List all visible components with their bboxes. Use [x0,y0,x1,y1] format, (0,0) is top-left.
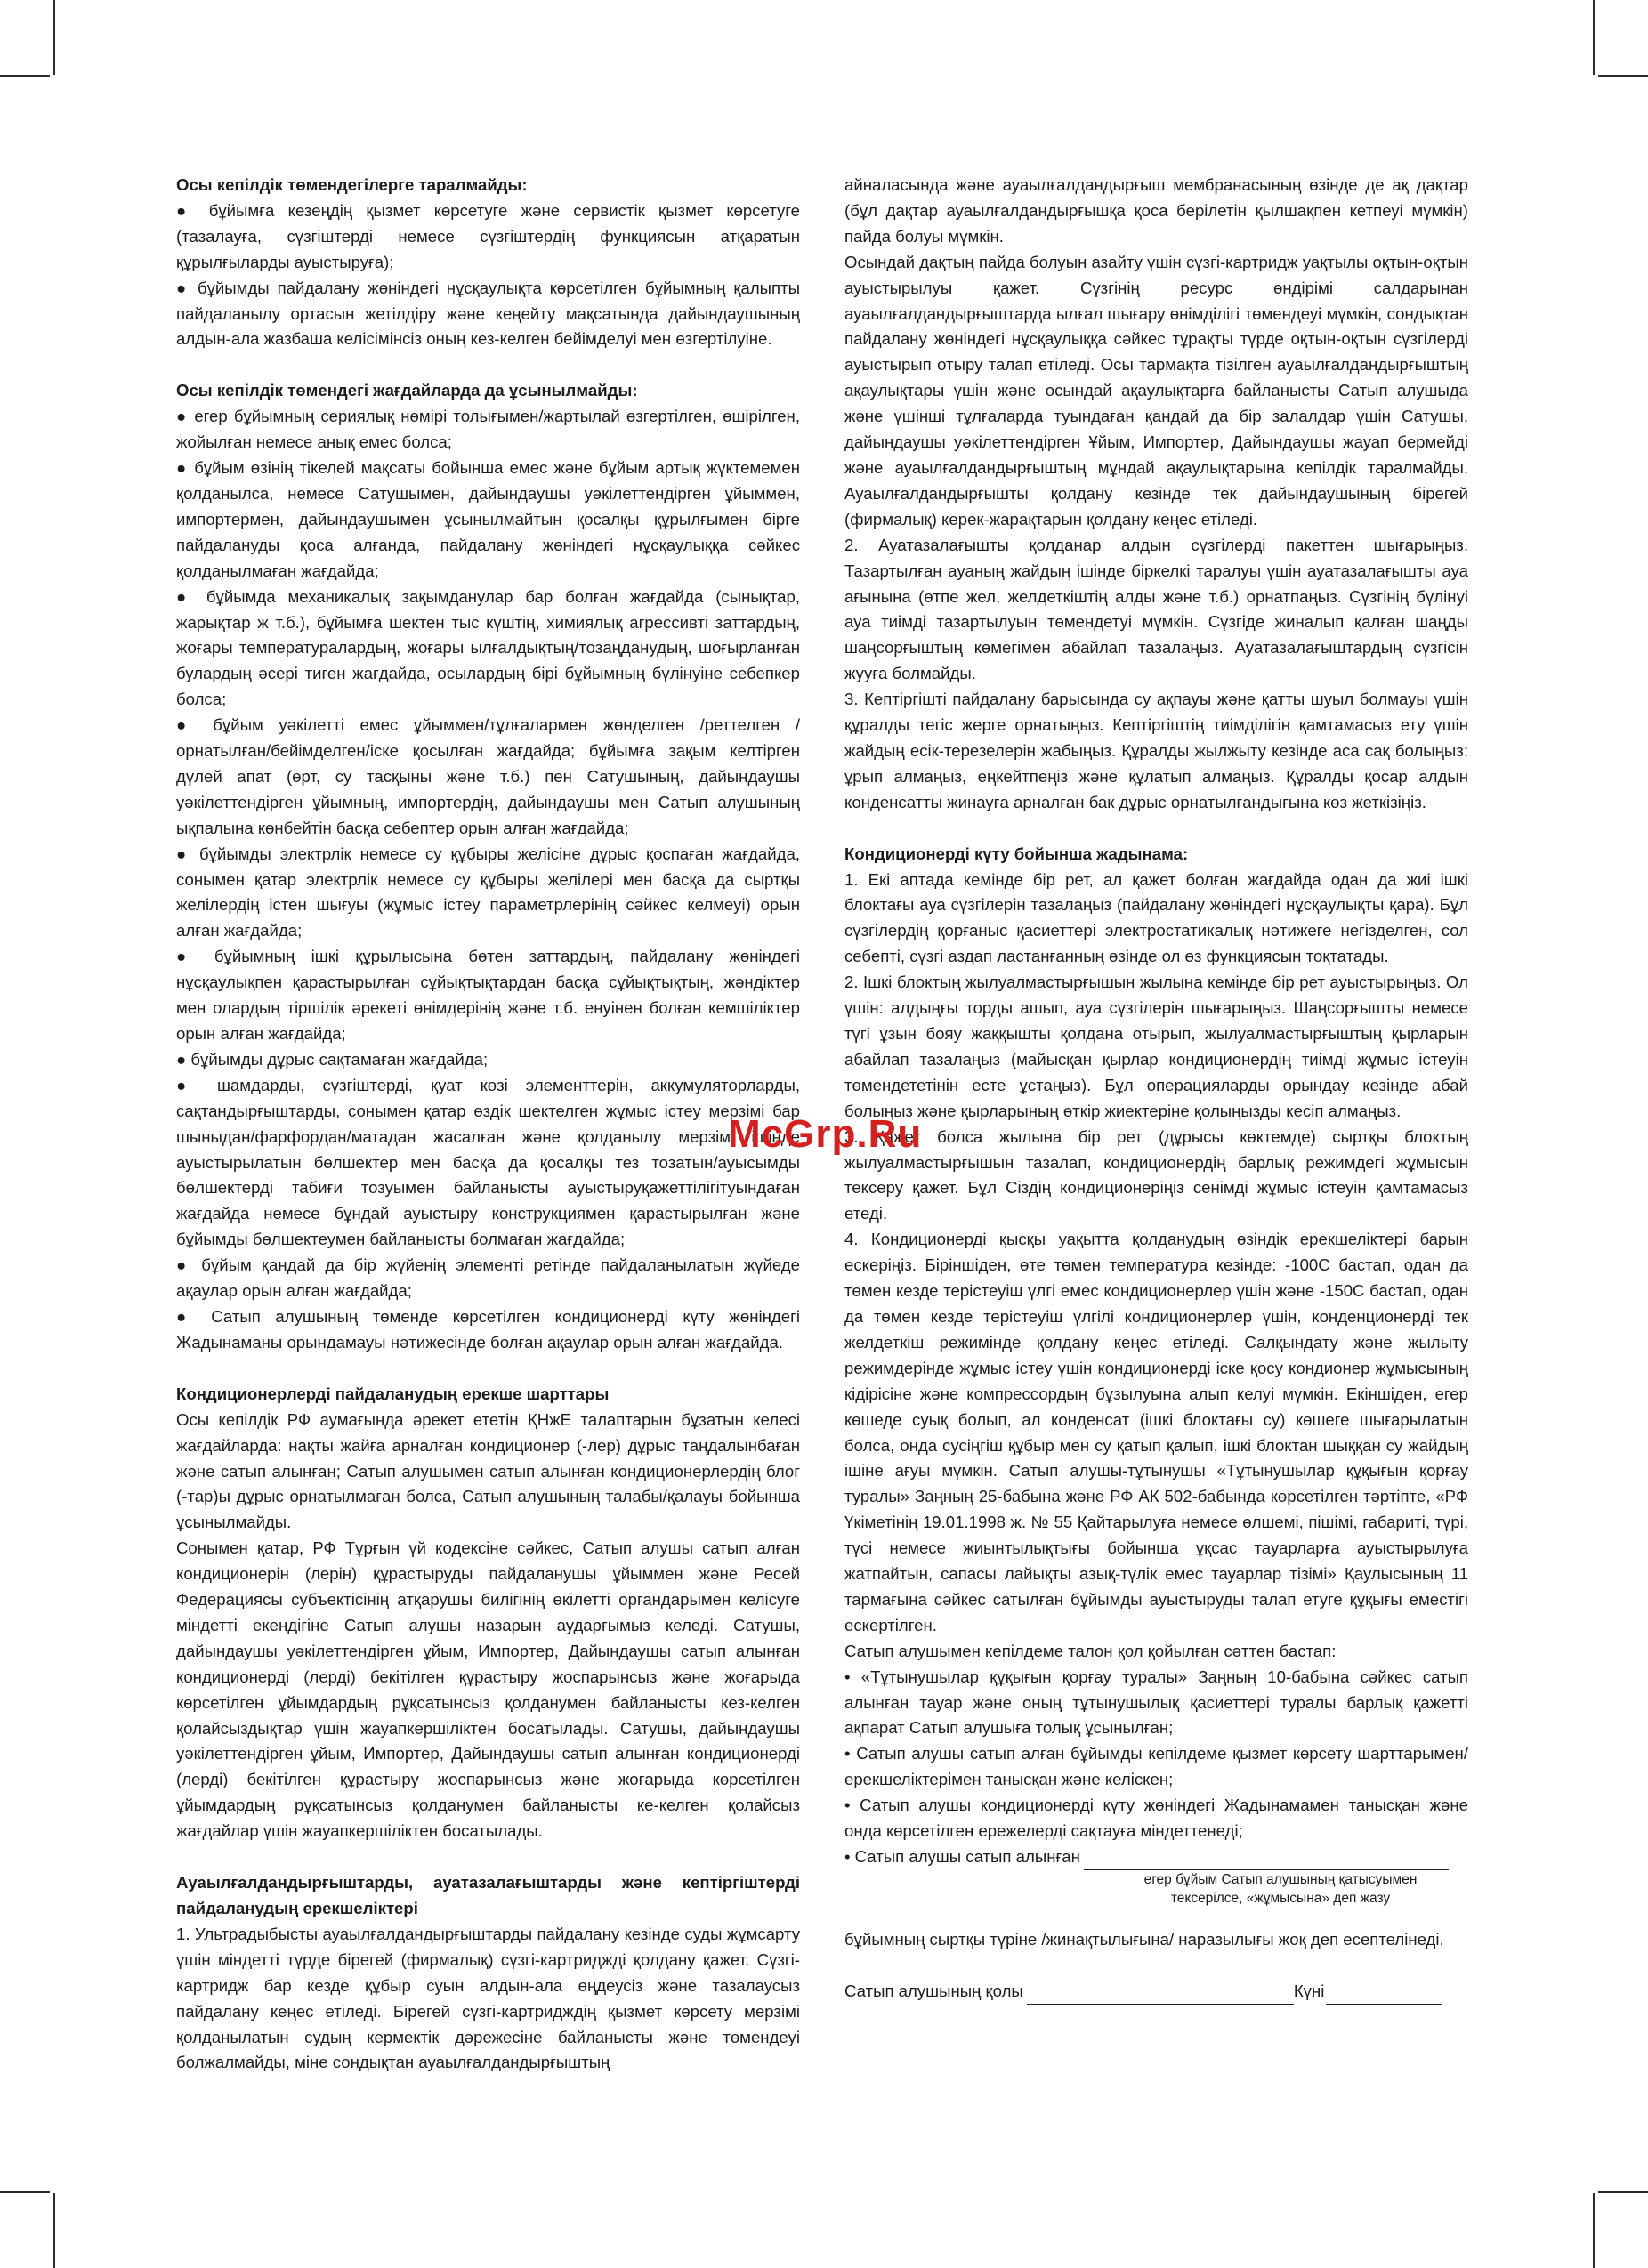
signature-blank-line[interactable] [1027,1986,1294,2005]
purchased-hint-line-2: тексерілсе, «жұмысына» деп жазу [1170,1890,1391,1906]
paragraph: Сатып алушымен кепілдеме талон қол қойылған сәттен бастап: [844,1641,1337,1660]
right-column [844,173,1468,2005]
paragraph: 1. Екі аптада кемінде бір рет, ал қажет болған жағдайда одан да жиі ішкі блоктағы ауа сүзгілерін тазалаңыз (пайдалану жөніндегі нұсқаулықты қара). Бұл сүзгілердің қорғаныс қасиеттері электростатикалық нәтижеге негізделген, сол себепті, сүзгі аздап ластанғанның өзінде ол өз функциясын тоқтатады. [844,869,1468,966]
crop-mark-tr-h [1598,75,1648,77]
crop-mark-br-v [1593,2193,1595,2268]
crop-mark-bl-v [53,2193,55,2268]
signature-label: Сатып алушының қолы [844,1981,1023,2000]
signature-row [844,1979,1468,2005]
paragraph: 2. Ішкі блоктың жылуалмастырғышын жылына кемінде бір рет ауыстырыңыз. Ол үшін: алдыңғы торды ашып, ауа сүзгілерін шығарыңыз. Шаңсорғышты немесе түгі ұзын бояу жаққышты қолдана отырып, жылуалмастырғыштың қырларын абайлап тазалаңыз (майысқан қырлар кондиционердің тиімді жұмыс істеуін төмендететінін есте ұстаңыз). Бұл операцияларды орындау кезінде абай болыңыз және қырларының өткір жиектеріне қолыңызды кесіп алмаңыз. [844,973,1468,1120]
date-blank-line[interactable] [1326,1986,1442,2005]
purchased-hint-line-1: егер бұйым Сатып алушының қатысуымен [1143,1871,1418,1887]
purchased-hint [1103,1870,1458,1908]
purchased-field-row [844,1844,1468,1870]
paragraph: Осы кепілдік РФ аумағында әрекет ететін ҚНжЕ талаптарын бұзатын келесі жағдайларда: нақты жайға арналған кондиционер (-лер) дұрыс таңдалынбаған және сатып алынған; Сатып алушымен сатып алынған кондиционерлердің блог (-тар)ы дұрыс орнатылмаған болса, Сатып алушының талабы/қалауы бойынша ұсынылмайды. [176,1409,800,1532]
list-item: ● Сатып алушының төменде көрсетілген кондиционерді күту жөніндегі Жадынаманы орындамауы нәтижесінде болған ақаулар орын алған жағдайда. [176,1306,800,1352]
list-item: ● егер бұйымның сериялық нөмірі толығымен/жартылай өзгертілген, өшірілген, жойылған немесе анық емес болса; [176,407,800,452]
paragraph: Сонымен қатар, РФ Тұрғын үй кодексіне сәйкес, Сатып алушы сатып алған кондиционерін (лерін) құрастыруды пайдаланушы ұйыммен және Ресей Федерациясы субъектісінің атқарушы билігінің өкілетті органдарымен келісуге міндетті екендігіне Сатып алушы назарын аударғымыз келеді. Сатушы, дайындаушы уәкілеттендірген ұйым, Импортер, Дайындаушы сатып алынған кондиционерді (лерді) бекітілген құрастыру жоспарынсыз және жоғарыда көрсетілген ұйымдардың рұқсатынсыз қолданумен байланысты кез-келген қолайсыздықтар үшін жауапкершіліктен босатылады. Сатушы, дайындаушы уәкілеттендірген ұйым, Импортер, Дайындаушы сатып алынған кондиционерді (лерді) бекітілген құрастыру жоспарынсыз және жоғарыда көрсетілген ұйымдардың рұқсатынсыз қолданумен байланысты ке-келген қолайсыз жағдайлар үшін жауапкершіліктен босатылады. [176,1538,800,1841]
crop-mark-tr-v [1593,0,1595,75]
list-item: ● бұйымды пайдалану жөніндегі нұсқаулықта көрсетілген бұйымның қалыпты пайдаланылу ортасын жетілдіру және кеңейту мақсатында дайындаушының алдын-ала жазбаша келісімінсіз оның кез-келген бейімделуі мен өзгертілуіне. [176,278,800,349]
paragraph: 1. Ультрадыбысты ауаылғалдандырғыштарды пайдалану кезінде суды жұмсарту үшін міндетті түрде бірегей (фирмалық) сүзгі-картриджді қолдану қажет. Сүзгі-картридж бар кезде құбыр суын алдын-ала өңдеусіз және тазалаусыз пайдалану кеңес етіледі. Бірегей сүзгі-картридждің қызмет көрсету мерзімі қолданылатын судың кермектік дәрежесіне байланысты және төмендеуі болжалмайды, міне сондықтан ауаылғалдандырғыштың [176,1924,800,2072]
date-label: Күні [1293,1981,1325,2000]
watermark: McGrp.Ru [728,1112,923,1156]
purchased-blank-line[interactable] [1084,1852,1449,1870]
list-item: ● бұйымға кезеңдің қызмет көрсетуге және сервистік қызмет көрсетуге (тазалауға, сүзгіштерді немесе сүзгіштердің функциясын атқаратын құрылғыларды ауыстыруға); [176,200,800,271]
list-item: • Сатып алушы кондиционерді күту жөніндегі Жадынамамен танысқан және онда көрсетілген ережелерді сақтауға міндеттенеді; [844,1796,1468,1841]
crop-mark-tl-h [0,75,50,77]
list-item: ● бұйымда механикалық зақымданулар бар болған жағдайда (сынықтар, жарықтар ж т.б.), бұйымға шектен тыс күштің, химиялық агрессивті заттардың, жоғары температуралардың, жоғары ылғалдықтың/тозаңданудың, шоғырланған булардың әсері тиген жағдайда, осылардың бірі бұйымның бүлінуіне себепкер болса; [176,586,800,709]
crop-mark-br-h [1598,2191,1648,2193]
list-item: • «Тұтынушылар құқығын қорғау туралы» Заңның 10-бабына сәйкес сатып алынған тауар және оның тұтынушылық қасиеттері туралы барлық қажетті ақпарат Сатып алушыға толық ұсынылған; [844,1667,1468,1738]
paragraph: Осындай дақтың пайда болуын азайту үшін сүзгі-картридж уақтылы оқтын-оқтын ауыстырылуы қажет. Сүзгінің ресурс өндірімі салдарынан ауаылғалдандырғыштарда ылғал шығару өнімділігі төмендеуі мүмкін, сондықтан пайдалану жөніндегі нұсқаулыққа сәйкес тұрақты түрде оқтын-оқтын сүзгілерді ауыстырып отыру талап етіледі. Осы тармақта тізілген ауаылғалдандырғыштың ақаулықтары үшін және осындай ақаулықтарға байланысты Сатып алушыда және үшінші тұлғаларда туындаған қандай да бір залалдар үшін Сатушы, дайындаушы уәкілеттендірген Ұйым, Импортер, Дайындаушы жауап бермейді және ауаылғалдандырғыштың мұндай ақаулықтарына кепілдік таралмайды. Ауаылғалдандырғышты қолдану кезінде тек дайындаушының бірегей (фирмалық) керек-жарақтарын қолдану кеңес етіледі. [844,252,1468,529]
crop-mark-tl-v [53,0,55,75]
list-item: ● бұйым өзінің тікелей мақсаты бойынша емес және бұйым артық жүктемемен қолданылса, немесе Сатушымен, дайындаушы уәкілеттендірген ұйыммен, импортермен, дайындаушымен ұсынылмайтын қосалқы құрылғымен бірге пайдалануды қоса алғанда, пайдалану жөніндегі нұсқаулыққа сәйкес қолданылмаған жағдайда; [176,458,800,580]
list-item: ● бұйымды дұрыс сақтамаған жағдайда; [176,1049,489,1069]
section-heading-special-conditions: Кондиционерлерді пайдаланудың ерекше шарттары [176,1384,610,1403]
section-heading-care-memo: Кондиционерді күту бойынша жадынама: [844,843,1189,863]
paragraph: 3. Қажет болса жылына бір рет (дұрысы көктемде) сыртқы блоктың жылуалмастырғышын тазалап, кондиционердің барлық режимдегі жұмысын тексеру қажет. Бұл Сіздің кондиционеріңіз сенімді жұмыс істеуін қамтамасыз етеді. [844,1126,1468,1223]
paragraph: айналасында және ауаылғалдандырғыш мембранасының өзінде де ақ дақтар (бұл дақтар ауаылғалдандырғышқа қоса берілетін қылшақпен кетпеуі мүмкін) пайда болуы мүмкін. [844,175,1468,246]
crop-mark-bl-h [0,2191,50,2193]
list-item: ● бұйымның ішкі құрылысына бөтен заттардың, пайдалану жөніндегі нұсқаулықпен қарастырылған сұйықтықтардан басқа сұйықтықтың, жәндіктер мен олардың тіршілік әрекеті өнімдерінің және т.б. енуінен болған кемшіліктер орын алған жағдайда; [176,947,800,1043]
paragraph: 4. Кондиционерді қысқы уақытта қолданудың өзіндік ерекшеліктері барын ескеріңіз. Біріншіден, өте төмен температура кезінде: -100С бастап, одан да төмен кезде терістеуіш үлгі емес кондиционерлер үшін және -150С бастап, одан да төмен кезде терістеуіш үлгілі кондиционерлер үшін, конденционерді тек желдеткіш режимінде қолдану кеңес етіледі. Салқындату және жылыту режимдерінде жұмыс істеу үшін кондиционерді іске қосу кондионер жұмысының кідірісіне және компрессордың бұзылуына алып келуі мүмкін. Екіншіден, егер көшеде суық болып, ал конденсат (ішкі блоктағы су) көшеге шығарылатын болса, онда сусіңгіш құбыр мен су қатып қалып, ішкі блоктан шыққан су жайдың ішіне ағуы мүмкін. Сатып алушы-тұтынушы «Тұтынушылар құқығын қорғау туралы» Заңның 25-бабына және РФ АК 502-бабында көрсетілген тәртіпте, «РФ Үкіметінің 19.01.1998 ж. № 55 Қайтарылуға немесе өлшемі, пішімі, габариті, түрі, түсі немесе жиынтылықтығы бойынша ұқсас тауарларға ауыстырылуға жатпайтын, сапасы лайықты азық-түлік емес тауарлар тізімі» Қаулысының 11 тармағына сәйкес сатылған бұйымды ауыстыруды талап етуге құқығы еместігі ескертілген. [844,1230,1468,1634]
left-column [176,173,800,2076]
paragraph: 3. Кептіргішті пайдалану барысында су ақпауы және қатты шуыл болмауы үшін құралды тегіс жерге орнатыңыз. Кептіргіштің тиімділігін қамтамасыз ету үшін жайдың есік-терезелерін жабыңыз. Құралды жылжыту кезінде аса сақ болыңыз: ұрып алмаңыз, еңкейтпеңіз және құлатып алмаңыз. Құралды қосар алдын конденсатты жинауға арналған бак дұрыс орнатылғандығына көз жеткізіңіз. [844,690,1468,811]
section-heading-not-covered: Осы кепілдік төмендегілерге таралмайды: [176,175,528,194]
closing-statement: бұйымның сыртқы түріне /жинақтылығына/ наразылығы жоқ деп есептелінеді. [844,1929,1444,1949]
paragraph: 2. Ауатазалағышты қолданар алдын сүзгілерді пакеттен шығарыңыз. Тазартылған ауаның жайдың ішінде біркелкі таралуы үшін ауатазалағышты ауа ағынына (өтпе жел, желдеткіштің алды және т.б.) орнатпаңыз. Сүзгінің бүлінуі ауа тиімді тазартылуын төмендетуі мүмкін. Сүзгіде жиналып қалған шаңды шаңсорғыштың көмегімен абайлап тазалаңыз. Ауатазалағыштардың сүзгісін жууға болмайды. [844,535,1468,683]
list-item: ● бұйымды электрлік немесе су құбыры желісіне дұрыс қоспаған жағдайда, сонымен қатар электрлік немесе су құбыры желілері мен басқа да сыртқы желілердің істен шығуы (жұмыс істеу параметрлерінің сәйкес келмеуі) орын алған жағдайда; [176,843,800,940]
section-heading-humidifiers: Ауаылғалдандырғыштарды, ауатазалағыштарды және кептіргіштерді пайдаланудың ерекшеліктері [176,1873,800,1917]
section-heading-not-provided: Осы кепілдік төмендегі жағдайларда да ұсынылмайды: [176,381,638,400]
purchased-label: • Сатып алушы сатып алынған [844,1847,1080,1866]
list-item: ● бұйым қандай да бір жүйенің элементі ретінде пайдаланылатын жүйеде ақаулар орын алған жағдайда; [176,1255,800,1301]
list-item: ● бұйым уәкілетті емес ұйыммен/тұлғалармен жөнделген /реттелген /орнатылған/бейімделген/іске қосылған жағдайда; бұйымға зақым келтірген дүлей апат (өрт, су тасқыны және т.б.) пен Сатушының, дайындаушы уәкілеттендірген ұйымның, импортердің, дайындаушы мен Сатып алушының ықпалына көнбейтін басқа себептер орын алған жағдайда; [176,715,800,837]
list-item: • Сатып алушы сатып алған бұйымды кепілдеме қызмет көрсету шарттарымен/ерекшеліктерімен танысқан және келіскен; [844,1744,1468,1789]
list-item: ● шамдарды, сүзгіштерді, қуат көзі элементтерін, аккумуляторларды, сақтандырғыштарды, сонымен қатар өздік шектелген жұмыс істеу мерзімі бар шыныдан/фарфордан/матадан жасалған және қолданылу мерзімі ішінде ауыстырылатын бөлшектер мен басқа да қосалқы тез тозатын/ауысымды бөлшектерді табиғи тозуымен байланысты ауыстыруқажеттілігітуындаған жағдайда немесе бұндай ауыстыру конструкциямен қарастырылған және бұйымды бөлшектеумен байланысты болмаған жағдайда; [176,1075,800,1249]
